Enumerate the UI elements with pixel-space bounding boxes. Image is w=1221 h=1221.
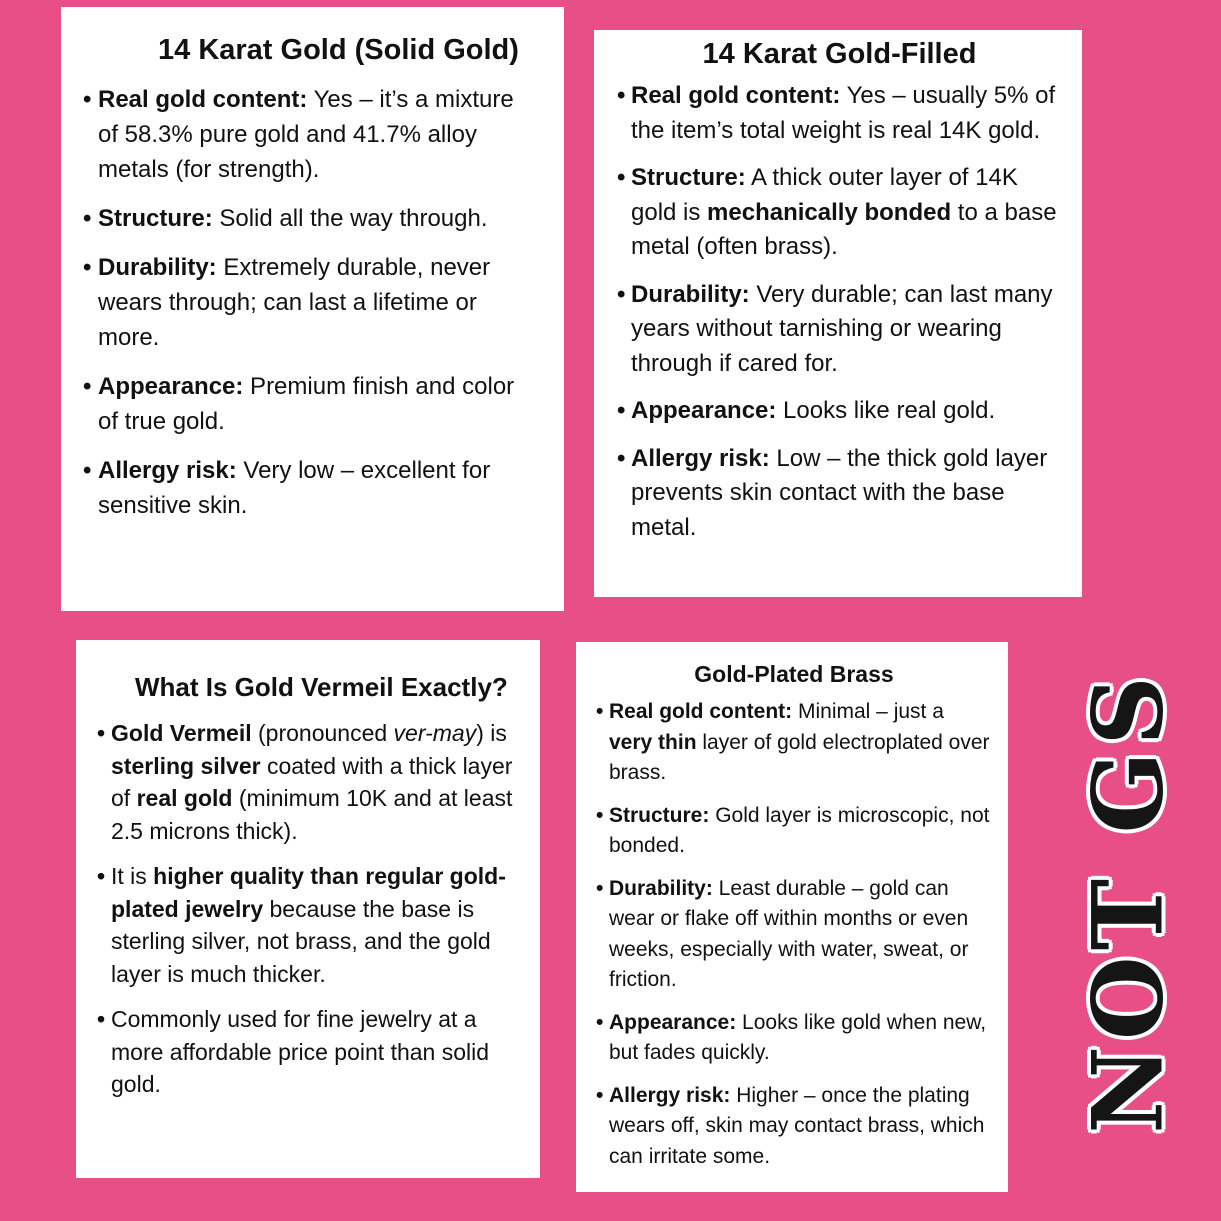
bullet: •	[596, 1010, 604, 1034]
bullet: •	[83, 457, 92, 484]
list-item: • Commonly used for fine jewelry at a more affordable price point than solid gold.	[97, 1003, 520, 1101]
bullet: •	[83, 86, 92, 113]
bullet: •	[596, 700, 604, 723]
card-title: 14 Karat Gold-Filled	[702, 38, 977, 70]
list-item: • Structure: Gold layer is microscopic, not bonded.	[596, 801, 992, 862]
list-item: • Appearance: Premium finish and color of true gold.	[83, 369, 536, 439]
bullet: •	[617, 444, 626, 472]
bullet: •	[83, 205, 92, 232]
list-item: • Real gold content: Minimal – just a very thin layer of gold electroplated over brass.	[596, 697, 992, 789]
bullet: •	[97, 863, 106, 889]
bullet: •	[97, 1006, 106, 1032]
card-title: 14 Karat Gold (Solid Gold)	[158, 34, 519, 66]
bullet: •	[83, 373, 92, 400]
list-item: • Appearance: Looks like gold when new, but fades quickly.	[596, 1008, 992, 1069]
list-item: • Gold Vermeil (pronounced ver-may) is sterling silver coated with a thick layer of real gold (minimum 10K and at least 2.5 microns thick).	[97, 717, 520, 847]
list-item: • Durability: Extremely durable, never wears through; can last a lifetime or more.	[83, 250, 536, 355]
list-item: • Durability: Least durable – gold can wear or flake off within months or even weeks, especially with water, sweat, or friction.	[596, 874, 992, 996]
bullet: •	[596, 876, 604, 900]
bullet: •	[596, 803, 604, 827]
card-title: Gold-Plated Brass	[694, 661, 894, 687]
list-item: • Structure: A thick outer layer of 14K gold is mechanically bonded to a base metal (often brass).	[617, 161, 1062, 265]
list-item: • Allergy risk: Higher – once the plating wears off, skin may contact brass, which can irritate some.	[596, 1081, 992, 1173]
list-item: • It is higher quality than regular gold-plated jewelry because the base is sterling silver, not brass, and the gold layer is much thicker.	[97, 860, 520, 990]
list-item: • Real gold content: Yes – usually 5% of the item’s total weight is real 14K gold.	[617, 79, 1062, 148]
list-item: • Structure: Solid all the way through.	[83, 201, 536, 236]
gold-plated-brass-card	[576, 642, 1008, 1192]
list-item: • Allergy risk: Low – the thick gold layer prevents skin contact with the base metal.	[617, 442, 1062, 546]
not-gs-label: NOT GS	[1071, 670, 1185, 1134]
bullet: •	[617, 280, 626, 308]
list-item: • Real gold content: Yes – it’s a mixture of 58.3% pure gold and 41.7% alloy metals (for strength).	[83, 82, 536, 187]
list-item: • Durability: Very durable; can last many years without tarnishing or wearing through if cared for.	[617, 278, 1062, 382]
bullet: •	[617, 164, 626, 191]
gold-filled-card	[594, 30, 1082, 597]
bullet: •	[97, 720, 106, 746]
bullet: •	[617, 82, 626, 109]
bullet: •	[617, 397, 626, 424]
gold-vermeil-card	[76, 640, 540, 1178]
bullet: •	[596, 1083, 604, 1107]
card-title: What Is Gold Vermeil Exactly?	[135, 672, 508, 702]
list-item: • Allergy risk: Very low – excellent for sensitive skin.	[83, 453, 536, 523]
bullet: •	[83, 254, 92, 281]
list-item: • Appearance: Looks like real gold.	[617, 394, 1062, 429]
solid-gold-card	[61, 7, 564, 611]
